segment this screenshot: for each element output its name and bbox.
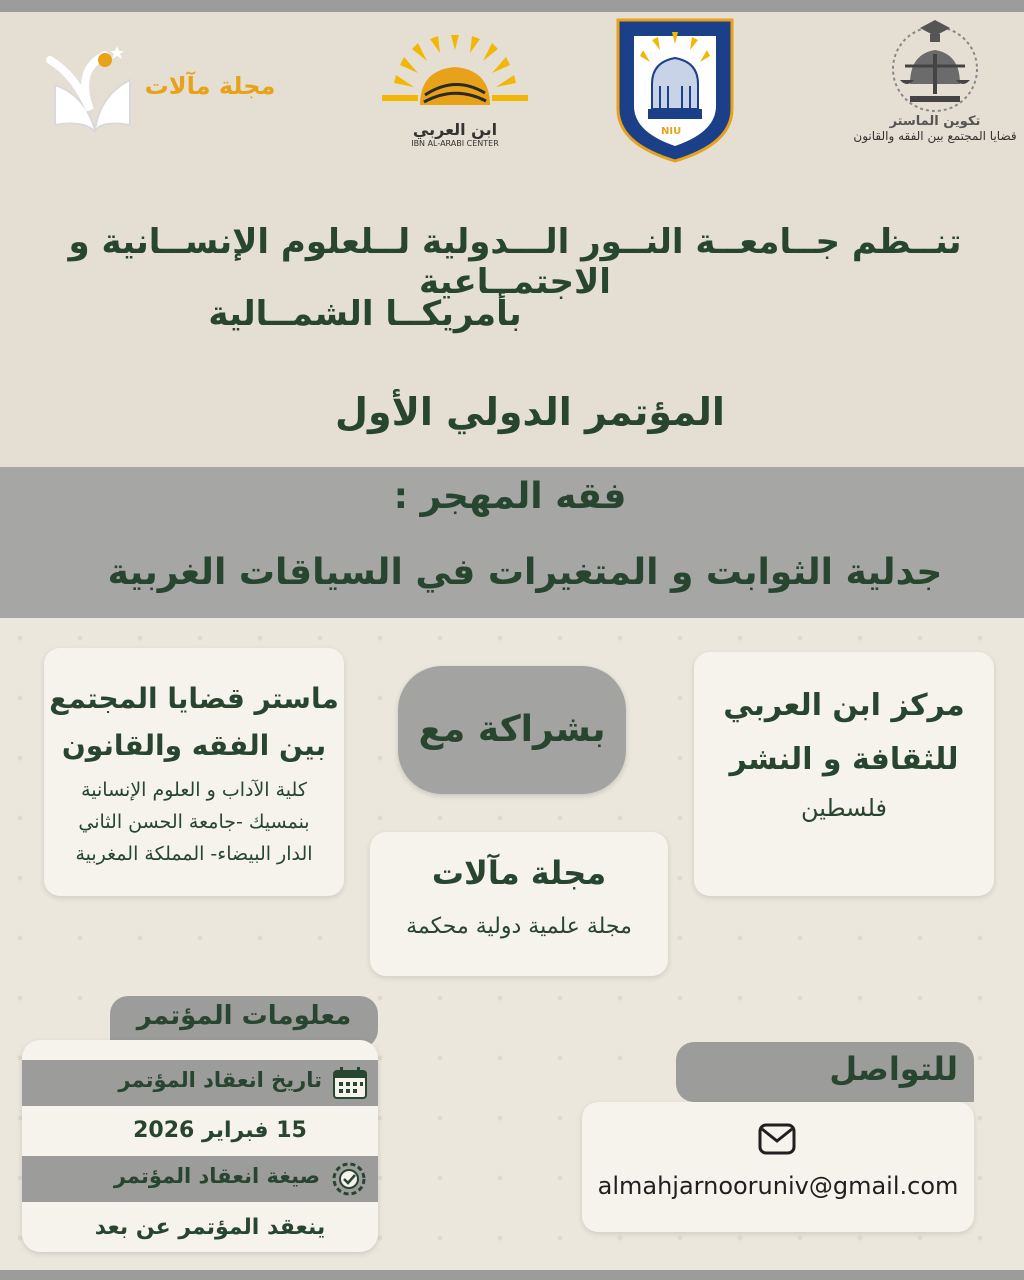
format-label: صيغة انعقاد المؤتمر <box>113 1164 320 1188</box>
contact-heading-tab <box>676 1042 974 1102</box>
partnership-label: بشراكة مع <box>418 709 606 750</box>
theme-title: فقه المهجر : <box>393 476 627 517</box>
contact-card <box>582 1102 974 1232</box>
niu-logo-abbr: NIU <box>661 126 682 137</box>
date-label-row <box>22 1060 378 1106</box>
contact-heading: للتواصل <box>829 1050 958 1088</box>
scales-mosque-icon <box>850 14 1020 114</box>
master-line-1: كلية الآداب و العلوم الإنسانية <box>81 779 307 801</box>
partnership-badge <box>398 666 626 794</box>
university-shield-icon <box>612 14 738 164</box>
gear-check-icon <box>330 1160 368 1198</box>
ibn-arabi-country: فلسطين <box>800 794 888 822</box>
master-title-2: بين الفقه والقانون <box>61 729 327 762</box>
master-line-3: الدار البيضاء- المملكة المغربية <box>75 843 313 865</box>
email-icon <box>758 1122 796 1156</box>
top-bar <box>0 0 1024 12</box>
master-logo-sub: قضايا المجتمع بين الفقه والقانون <box>853 129 1017 143</box>
master-logo <box>850 14 1020 164</box>
maalat-title: مجلة مآلات <box>431 854 607 892</box>
conference-title: المؤتمر الدولي الأول <box>335 390 725 434</box>
ibn-arabi-logo-en: IBN AL-ARABI CENTER <box>411 139 499 148</box>
maalat-logo-icon <box>45 40 135 135</box>
format-value: ينعقد المؤتمر عن بعد <box>94 1215 326 1240</box>
bottom-bar <box>0 1270 1024 1280</box>
master-logo-title: تكوين الماستر <box>889 114 981 129</box>
organizer-line-2: بأمريكــا الشمــالية <box>208 294 522 334</box>
maalat-subtitle: مجلة علمية دولية محكمة <box>406 914 632 939</box>
maalat-logo-label: مجلة مآلات <box>144 72 276 100</box>
ibn-arabi-title-2: للثقافة و النشر <box>729 742 959 777</box>
ibn-arabi-title-1: مركز ابن العربي <box>723 688 965 723</box>
theme-subtitle: جدلية الثوابت و المتغيرات في السياقات الغربية <box>107 552 943 593</box>
info-heading: معلومات المؤتمر <box>136 1001 352 1031</box>
format-label-row <box>22 1156 378 1202</box>
ibn-arabi-logo <box>380 35 530 147</box>
niu-logo <box>612 14 738 164</box>
ibn-arabi-logo-ar: ابن العربي <box>412 120 498 139</box>
master-line-2: بنمسيك -جامعة الحسن الثاني <box>78 811 310 833</box>
partner-card-maalat <box>370 832 668 976</box>
calendar-icon <box>332 1066 368 1100</box>
contact-email-link[interactable]: almahjarnooruniv@gmail.com <box>597 1172 959 1200</box>
partner-card-master <box>44 648 344 896</box>
date-value: 15 فبراير 2026 <box>133 1118 307 1143</box>
organizer-line-1: تنــظم جــامعــة النــور الـــدولية لــلعلوم الإنســانية و الاجتمــاعية <box>68 222 962 302</box>
info-card <box>22 1040 378 1252</box>
partner-card-ibn-arabi <box>694 652 994 896</box>
date-label: تاريخ انعقاد المؤتمر <box>118 1068 322 1092</box>
master-title-1: ماستر قضايا المجتمع <box>49 682 339 715</box>
sunburst-icon <box>380 35 530 120</box>
